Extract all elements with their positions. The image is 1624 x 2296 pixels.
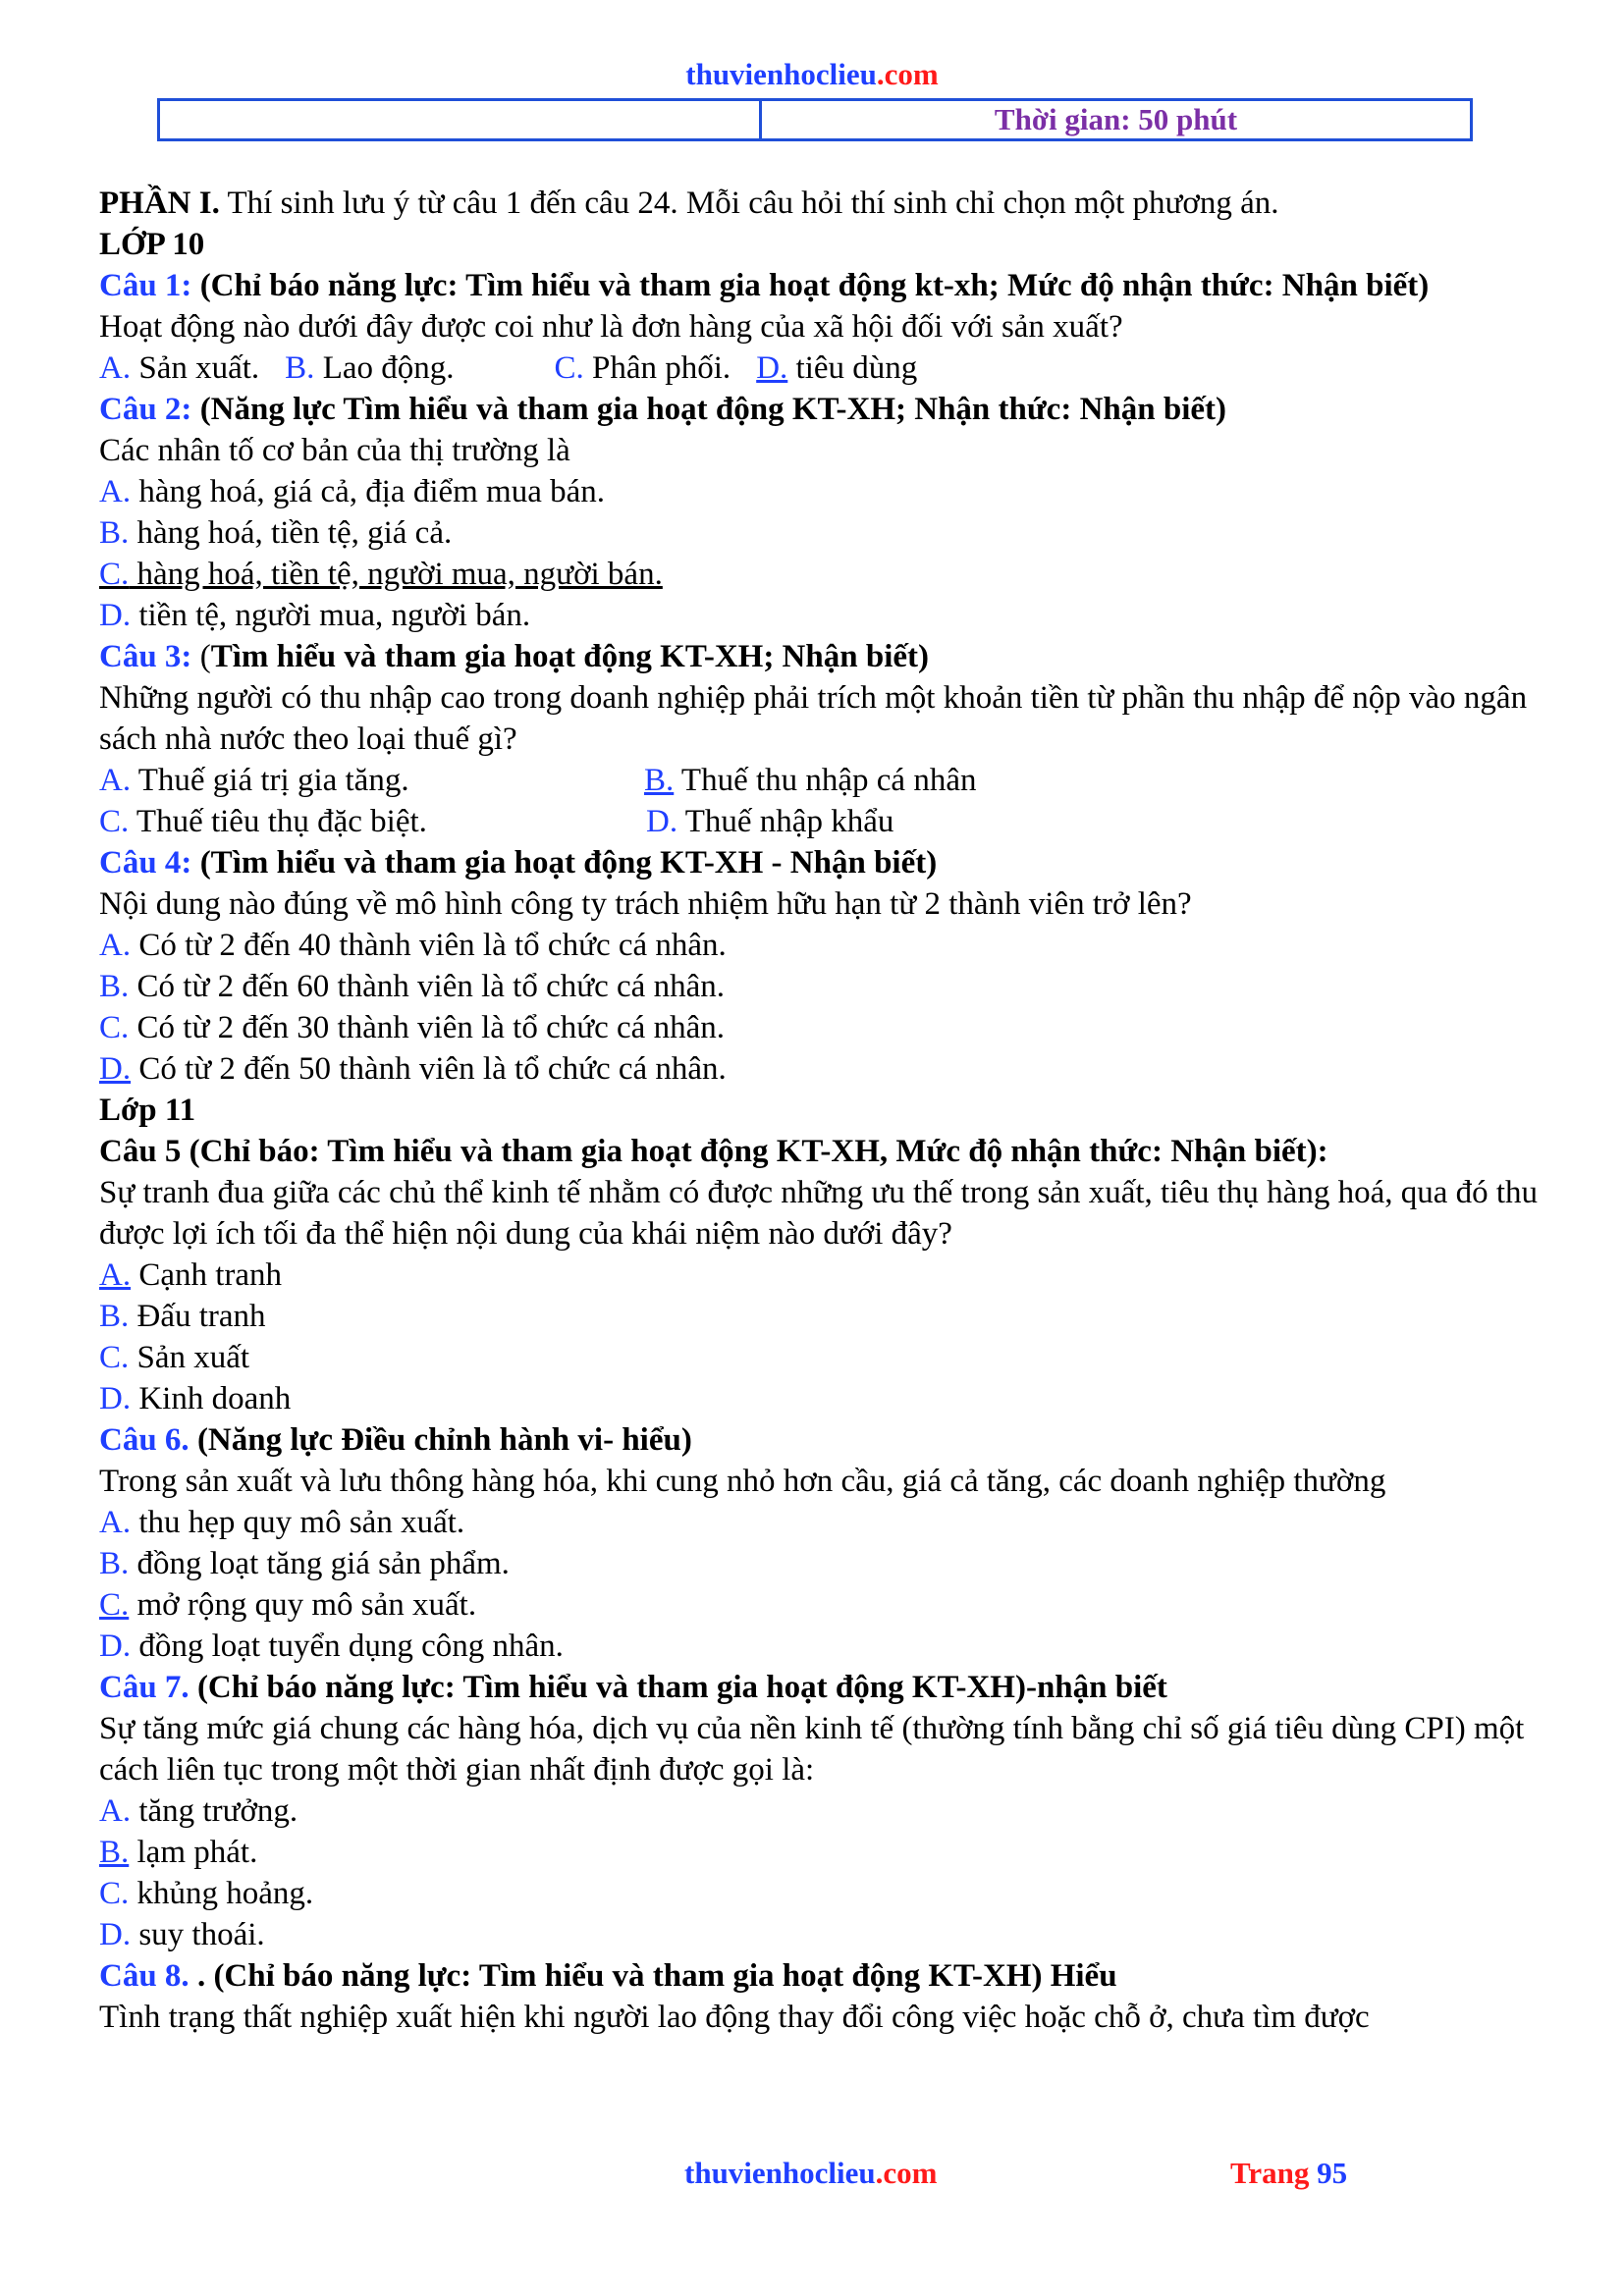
question-2-heading (99, 389, 1543, 430)
option-b: B. hàng hoá, tiền tệ, giá cả. (99, 515, 453, 551)
option-a: A. hàng hoá, giá cả, địa điểm mua bán. (99, 474, 606, 509)
question-1-heading (99, 265, 1543, 306)
option-c-correct: C. hàng hoá, tiền tệ, người mua, người bán. (99, 557, 663, 592)
question-8-heading (99, 1955, 1543, 1997)
option-b: B. Có từ 2 đến 60 thành viên là tổ chức cá nhân. (99, 969, 725, 1004)
part-text: Thí sinh lưu ý từ câu 1 đến câu 24. Mỗi câu hỏi thí sinh chỉ chọn một phương án. (219, 186, 1279, 221)
question-8-meta: . (Chỉ báo năng lực: Tìm hiểu và tham gia hoạt động KT-XH) Hiểu (189, 1958, 1117, 1994)
question-3-meta: Tìm hiểu và tham gia hoạt động KT-XH; Nhận biết) (210, 639, 929, 674)
question-2-label: Câu 2: (99, 392, 192, 427)
question-8-text: Tình trạng thất nghiệp xuất hiện khi người lao động thay đổi công việc hoặc chỗ ở, chưa tìm được (99, 2000, 1370, 2035)
question-3-options-row-1 (99, 760, 1543, 801)
question-1-meta: (Chỉ báo năng lực: Tìm hiểu và tham gia hoạt động kt-xh; Mức độ nhận thức: Nhận biết) (191, 268, 1430, 303)
question-1-text: Hoạt động nào dưới đây được coi như là đơn hàng của xã hội đối với sản xuất? (99, 309, 1123, 345)
question-4-heading (99, 842, 1543, 883)
header-table (157, 98, 1473, 141)
question-4-label: Câu 4: (99, 845, 192, 881)
option-b: B. Đấu tranh (99, 1299, 266, 1334)
question-6-text: Trong sản xuất và lưu thông hàng hóa, khi cung nhỏ hơn cầu, giá cả tăng, các doanh nghiệp thường (99, 1464, 1386, 1499)
page-label: Trang (1230, 2156, 1318, 2190)
option-c: C. Có từ 2 đến 30 thành viên là tổ chức cá nhân. (99, 1010, 725, 1045)
question-6-label: Câu 6. (99, 1422, 189, 1458)
option-d: D. Kinh doanh (99, 1381, 292, 1416)
question-4-text: Nội dung nào đúng về mô hình công ty trách nhiệm hữu hạn từ 2 thành viên trở lên? (99, 886, 1192, 922)
option-c: C. Phân phối. (554, 350, 731, 386)
question-2-meta: (Năng lực Tìm hiểu và tham gia hoạt động KT-XH; Nhận thức: Nhận biết) (191, 392, 1227, 427)
option-a: A. thu hẹp quy mô sản xuất. (99, 1505, 465, 1540)
question-3-text: Những người có thu nhập cao trong doanh nghiệp phải trích một khoản tiền từ phần thu nhập để nộp vào ngân sách nhà nước theo loại thuế gì? (99, 680, 1528, 757)
question-7-heading (99, 1667, 1543, 1708)
option-a: A. Sản xuất. (99, 350, 260, 386)
question-3-heading (99, 636, 1543, 677)
page-number (1230, 2156, 1347, 2191)
document-body (99, 183, 1543, 2038)
time-label: Thời gian: 50 phút (994, 102, 1238, 136)
question-5-text: Sự tranh đua giữa các chủ thể kinh tế nhằm có được những ưu thế trong sản xuất, tiêu thụ hàng hoá, qua đó thu được lợi ích tối đa thể hiện nội dung của khái niệm nào dưới đây? (99, 1175, 1539, 1252)
option-d: D. suy thoái. (99, 1917, 265, 1952)
question-8-label: Câu 8. (99, 1958, 189, 1994)
question-6-meta: (Năng lực Điều chỉnh hành vi- hiểu) (189, 1422, 692, 1458)
option-d-correct: D. tiêu dùng (756, 350, 918, 386)
question-2-text: Các nhân tố cơ bản của thị trường là (99, 433, 570, 468)
site-name: thuvienhoclieu (685, 57, 877, 91)
header-cell-left (160, 101, 762, 138)
option-c-correct: C. mở rộng quy mô sản xuất. (99, 1587, 477, 1623)
site-footer (684, 2156, 938, 2191)
option-a: A. Thuế giá trị gia tăng. (99, 763, 409, 798)
part-label: PHẦN I. (99, 186, 220, 221)
option-c: C. Sản xuất (99, 1340, 250, 1375)
question-3-options-row-2 (99, 801, 1543, 842)
question-6-heading (99, 1419, 1543, 1461)
option-b: B. Lao động. (285, 350, 455, 386)
question-7-meta: (Chỉ báo năng lực: Tìm hiểu và tham gia hoạt động KT-XH)-nhận biết (189, 1670, 1167, 1705)
footer-site-name: thuvienhoclieu (684, 2156, 876, 2190)
option-a-correct: A. Cạnh tranh (99, 1257, 283, 1293)
question-7-label: Câu 7. (99, 1670, 189, 1705)
site-tld: .com (876, 57, 939, 91)
option-a: A. tăng trưởng. (99, 1793, 298, 1829)
footer-site-tld: .com (875, 2156, 938, 2190)
option-a: A. Có từ 2 đến 40 thành viên là tổ chức cá nhân. (99, 928, 727, 963)
option-d: D. Thuế nhập khẩu (646, 804, 894, 839)
question-3-label: Câu 3: (99, 639, 192, 674)
option-d: D. tiền tệ, người mua, người bán. (99, 598, 531, 633)
question-3-paren: ( (191, 639, 211, 674)
option-b-correct: B. Thuế thu nhập cá nhân (644, 763, 977, 798)
page-number-value: 95 (1317, 2156, 1348, 2190)
grade-heading: Lớp 11 (99, 1093, 196, 1128)
site-header (0, 57, 1624, 92)
option-b-correct: B. lạm phát. (99, 1835, 258, 1870)
question-1-label: Câu 1: (99, 268, 192, 303)
option-d: D. đồng loạt tuyển dụng công nhân. (99, 1629, 564, 1664)
question-7-text: Sự tăng mức giá chung các hàng hóa, dịch vụ của nền kinh tế (thường tính bằng chỉ số giá tiêu dùng CPI) một cách liên tục trong một thời gian nhất định được gọi là: (99, 1711, 1525, 1788)
question-1-options (99, 347, 1543, 389)
option-c: C. Thuế tiêu thụ đặc biệt. (99, 804, 427, 839)
question-5-heading: Câu 5 (Chỉ báo: Tìm hiểu và tham gia hoạt động KT-XH, Mức độ nhận thức: Nhận biết): (99, 1134, 1328, 1169)
option-c: C. khủng hoảng. (99, 1876, 314, 1911)
grade-heading: LỚP 10 (99, 227, 205, 262)
option-d-correct: D. Có từ 2 đến 50 thành viên là tổ chức cá nhân. (99, 1051, 727, 1087)
part-instruction (99, 183, 1543, 224)
question-4-meta: (Tìm hiểu và tham gia hoạt động KT-XH - Nhận biết) (191, 845, 938, 881)
option-b: B. đồng loạt tăng giá sản phẩm. (99, 1546, 510, 1581)
